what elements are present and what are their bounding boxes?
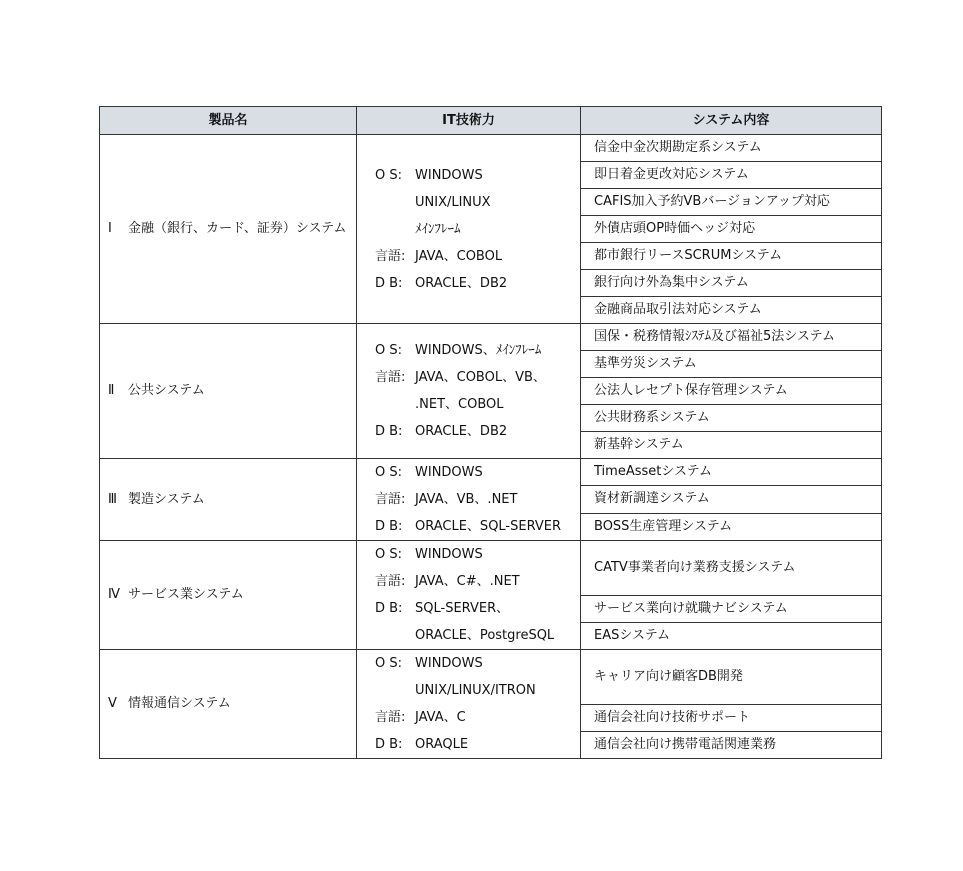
tech-line — [375, 650, 580, 677]
tech-label: O S: — [375, 167, 402, 183]
table-row — [100, 459, 882, 486]
tech-cell — [357, 459, 581, 541]
tech-value: JAVA、COBOL — [415, 248, 503, 264]
tech-line — [375, 216, 580, 243]
category-number: Ⅴ — [108, 696, 117, 711]
category-name: 製造システム — [128, 491, 205, 507]
tech-label: O S: — [375, 547, 402, 562]
tech-line — [375, 622, 580, 649]
tech-value: ORACLE、DB2 — [415, 275, 508, 291]
tech-line — [375, 513, 580, 540]
tech-line — [375, 541, 580, 568]
system-item: サービス業向け就職ナビシステム — [581, 596, 882, 623]
tech-label — [375, 677, 415, 704]
tech-label — [375, 622, 415, 649]
category-number: Ⅱ — [108, 383, 115, 398]
tech-label: D B: — [375, 519, 403, 534]
category-number: Ⅳ — [108, 587, 120, 602]
tech-line — [375, 270, 580, 297]
system-item: 基準労災システム — [581, 351, 882, 378]
tech-label: D B: — [375, 737, 403, 752]
system-item: 都市銀行リースSCRUMシステム — [581, 243, 882, 270]
tech-value: JAVA、VB、.NET — [415, 492, 518, 507]
system-item: CAFIS加入予約VBバージョンアップ対応 — [581, 189, 882, 216]
system-item: TimeAssetシステム — [581, 459, 882, 486]
tech-line — [375, 704, 580, 731]
system-item: CATV事業者向け業務支援システム — [581, 541, 882, 596]
category-number: Ⅲ — [108, 491, 117, 507]
table-row — [100, 135, 882, 162]
tech-value: ORAQLE — [415, 737, 469, 752]
tech-line — [375, 731, 580, 758]
tech-value: WINDOWS — [415, 167, 483, 183]
category-name: サービス業システム — [128, 587, 244, 602]
system-item: 外債店頭OP時価ヘッジ対応 — [581, 216, 882, 243]
tech-label: 言語: — [375, 574, 406, 589]
tech-cell — [357, 324, 581, 459]
tech-line — [375, 162, 580, 189]
tech-value: WINDOWS — [415, 465, 483, 480]
system-item: 即日着金更改対応システム — [581, 162, 882, 189]
tech-value: SQL-SERVER、 — [415, 601, 510, 616]
header-system-content: システム内容 — [581, 107, 882, 135]
category-name-cell — [100, 459, 357, 541]
tech-line — [375, 677, 580, 704]
system-item: 金融商品取引法対応システム — [581, 297, 882, 324]
tech-value: WINDOWS — [415, 656, 483, 671]
tech-line — [375, 595, 580, 622]
system-item: 資材新調達システム — [581, 486, 882, 513]
system-item: 国保・税務情報ｼｽﾃﾑ及び福祉5法システム — [581, 324, 882, 351]
tech-line — [375, 418, 580, 445]
system-item: EASシステム — [581, 623, 882, 650]
category-name-cell — [100, 650, 357, 759]
tech-label — [375, 216, 415, 243]
tech-line — [375, 364, 580, 391]
header-product-name: 製品名 — [100, 107, 357, 135]
product-table — [99, 106, 882, 759]
category-number: Ⅰ — [108, 221, 112, 236]
system-item: 公共財務系システム — [581, 405, 882, 432]
tech-label — [375, 391, 415, 418]
tech-line — [375, 337, 580, 364]
system-item: 信金中金次期勘定系システム — [581, 135, 882, 162]
category-name-cell — [100, 541, 357, 650]
tech-label: O S: — [375, 343, 402, 358]
tech-label: D B: — [375, 424, 403, 439]
tech-label — [375, 189, 415, 216]
tech-line — [375, 391, 580, 418]
category-name-cell — [100, 135, 357, 324]
tech-line — [375, 189, 580, 216]
tech-value: ORACLE、PostgreSQL — [415, 628, 555, 643]
tech-line — [375, 568, 580, 595]
category-name: 情報通信システム — [128, 696, 231, 711]
system-item: 新基幹システム — [581, 432, 882, 459]
tech-value: JAVA、C#、.NET — [415, 574, 520, 589]
tech-value: WINDOWS、ﾒｲﾝﾌﾚｰﾑ — [415, 343, 542, 358]
category-name: 公共システム — [128, 383, 205, 398]
tech-label: D B: — [375, 601, 403, 616]
tech-value: UNIX/LINUX — [415, 194, 491, 210]
tech-label: O S: — [375, 656, 402, 671]
tech-value: WINDOWS — [415, 547, 483, 562]
header-row — [100, 107, 882, 135]
tech-value: JAVA、COBOL、VB、 — [415, 370, 546, 385]
tech-value: ORACLE、DB2 — [415, 424, 508, 439]
tech-cell — [357, 541, 581, 650]
tech-value: ORACLE、SQL-SERVER — [415, 519, 562, 534]
tech-cell — [357, 650, 581, 759]
tech-line — [375, 243, 580, 270]
system-item: 銀行向け外為集中システム — [581, 270, 882, 297]
tech-label: O S: — [375, 465, 402, 480]
tech-value: ﾒｲﾝﾌﾚｰﾑ — [415, 221, 461, 237]
system-item: BOSS生産管理システム — [581, 513, 882, 540]
tech-value: .NET、COBOL — [415, 397, 504, 412]
tech-value: UNIX/LINUX/ITRON — [415, 683, 536, 698]
tech-value: JAVA、C — [415, 710, 466, 725]
header-it-skills: IT技術力 — [357, 107, 581, 135]
system-item: 公法人レセプト保存管理システム — [581, 378, 882, 405]
tech-label: D B: — [375, 275, 403, 291]
system-item: キャリア向け顧客DB開発 — [581, 650, 882, 705]
tech-label: 言語: — [375, 370, 406, 385]
tech-line — [375, 486, 580, 513]
tech-label: 言語: — [375, 492, 406, 507]
tech-label: 言語: — [375, 710, 406, 725]
system-item: 通信会社向け技術サポート — [581, 705, 882, 732]
tech-cell — [357, 135, 581, 324]
tech-line — [375, 459, 580, 486]
category-name: 金融（銀行、カード、証券）システム — [128, 221, 347, 236]
system-item: 通信会社向け携帯電話関連業務 — [581, 732, 882, 759]
category-name-cell — [100, 324, 357, 459]
table-row — [100, 324, 882, 351]
tech-label: 言語: — [375, 248, 406, 264]
